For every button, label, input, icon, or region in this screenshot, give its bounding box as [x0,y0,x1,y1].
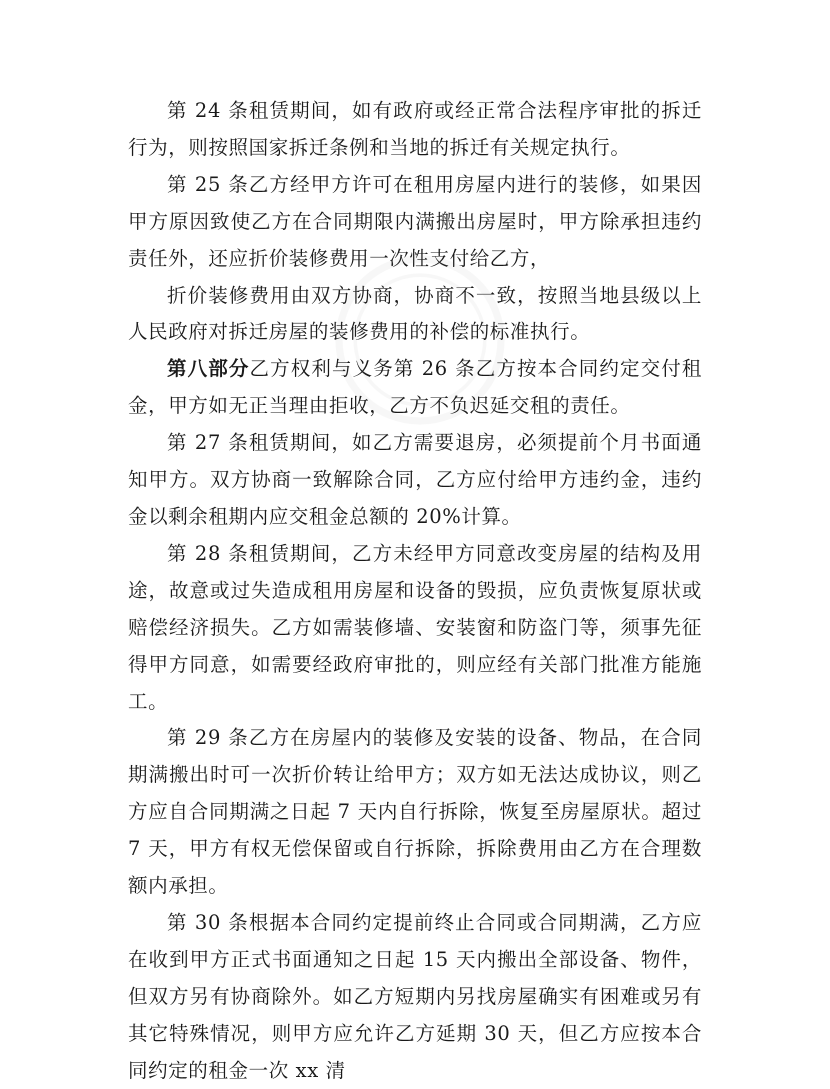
paragraph-text: 折价装修费用由双方协商，协商不一致，按照当地县级以上人民政府对拆迁房屋的装修费用的补偿的标准执行。 [128,283,702,344]
section-heading: 第八部分 [167,357,250,381]
paragraph-text: 第 29 条乙方在房屋内的装修及安装的设备、物品，在合同期满搬出时可一次折价转让给甲方；双方如无法达成协议，则乙方应自合同期满之日起 7 天内自行拆除，恢复至房屋原状。超过 7 天，甲方有权无偿保留或自行拆除，拆除费用由乙方在合理数额内承担。 [128,726,702,898]
paragraph-text: 第 27 条租赁期间，如乙方需要退房，必须提前个月书面通知甲方。双方协商一致解除合同，乙方应付给甲方违约金，违约金以剩余租期内应交租金总额的 20%计算。 [128,431,702,528]
paragraph-article-27 [128,425,702,536]
paragraph-text: 第 30 条根据本合同约定提前终止合同或合同期满，乙方应在收到甲方正式书面通知之日起 15 天内搬出全部设备、物件，但双方另有协商除外。如乙方短期内另找房屋确实有困难或另有其它特殊情况，则甲方应允许乙方延期 30 天，但乙方应按本合同约定的租金一次 xx 清 [128,910,702,1082]
paragraph-article-26 [128,351,702,425]
paragraph-text: 第 24 条租赁期间，如有政府或经正常合法程序审批的拆迁行为，则按照国家拆迁条例和当地的拆迁有关规定执行。 [128,99,702,159]
paragraph-text: 第 25 条乙方经甲方许可在租用房屋内进行的装修，如果因甲方原因致使乙方在合同期限内满搬出房屋时，甲方除承担违约责任外，还应折价装修费用一次性支付给乙方， [128,172,702,270]
paragraph-article-25-continued [128,278,702,352]
paragraph-article-25 [128,167,702,278]
paragraph-article-24 [128,93,702,167]
paragraph-article-30 [128,905,702,1089]
paragraph-text: 第 28 条租赁期间，乙方未经甲方同意改变房屋的结构及用途，故意或过失造成租用房屋和设备的毁损，应负责恢复原状或赔偿经济损失。乙方如需装修墙、安装窗和防盗门等，须事先征得甲方同意，如需要经政府审批的，则应经有关部门批准方能施工。 [128,541,702,713]
paragraph-text: 乙方权利与义务第 26 条乙方按本合同约定交付租金，甲方如无正当理由拒收，乙方不负迟延交租的责任。 [128,357,702,418]
paragraph-article-29 [128,720,702,905]
paragraph-article-28 [128,536,702,721]
